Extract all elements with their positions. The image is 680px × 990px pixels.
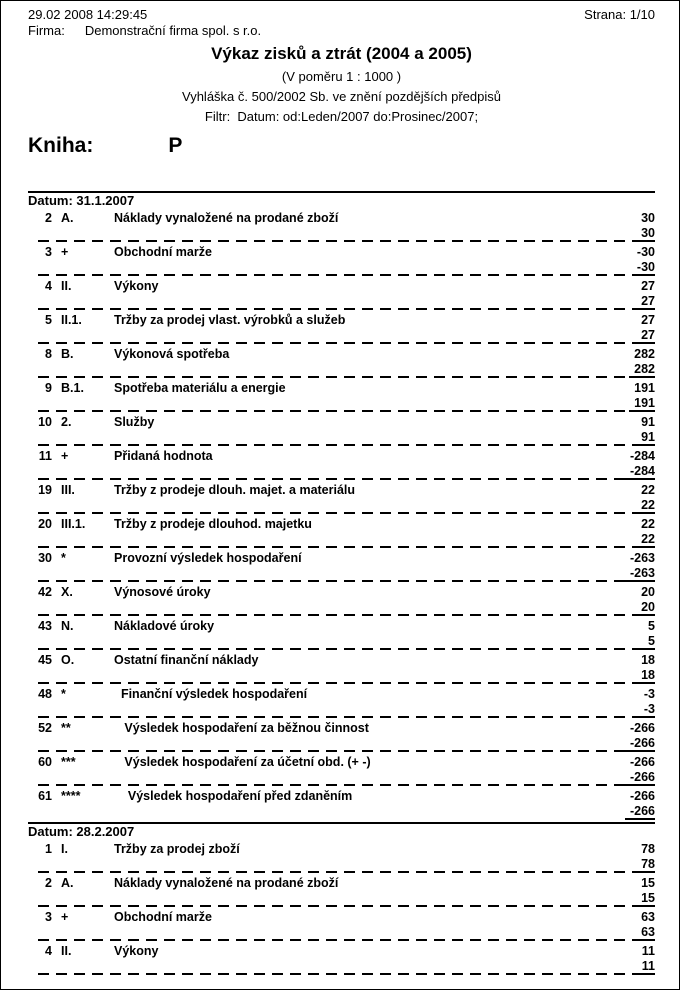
row-dashed-separator xyxy=(38,512,636,514)
table-row xyxy=(28,482,655,514)
row-label: Tržby z prodeje dlouh. majet. a materiálu xyxy=(114,483,356,497)
row-main-line xyxy=(28,943,655,959)
row-dashed-separator xyxy=(38,648,643,650)
row-code: *** xyxy=(61,755,76,769)
row-second-line xyxy=(28,702,655,718)
table-row xyxy=(28,312,655,344)
row-code: * xyxy=(61,687,66,701)
row-number: 19 xyxy=(38,483,52,497)
row-main-line xyxy=(28,841,655,857)
row-number: 20 xyxy=(38,517,52,531)
row-dashed-separator xyxy=(38,973,637,975)
row-number: 4 xyxy=(45,279,52,293)
row-value-year1: -266 xyxy=(629,789,655,803)
row-code: + xyxy=(61,245,69,259)
section-rows xyxy=(28,210,655,820)
table-row xyxy=(28,943,655,975)
row-number: 2 xyxy=(45,211,52,225)
row-second-line xyxy=(28,736,655,752)
row-second-line xyxy=(28,668,655,684)
row-code: A. xyxy=(61,876,74,890)
row-value-year1: -3 xyxy=(643,687,655,701)
row-value-year1: -284 xyxy=(629,449,655,463)
row-code: + xyxy=(61,910,69,924)
row-second-line xyxy=(28,857,655,873)
table-row xyxy=(28,686,655,718)
table-row xyxy=(28,841,655,873)
table-row xyxy=(28,754,655,786)
row-number: 11 xyxy=(38,449,52,463)
row-dashed-separator xyxy=(38,478,625,480)
row-value-year2: 18 xyxy=(636,668,655,684)
row-dashed-separator xyxy=(38,410,629,412)
row-code: A. xyxy=(61,211,74,225)
row-label: Přidaná hodnota xyxy=(114,449,213,463)
row-value-year2: -266 xyxy=(625,736,655,752)
row-label: Výkonová spotřeba xyxy=(114,347,230,361)
row-second-line xyxy=(28,600,655,616)
row-value-year2: 78 xyxy=(636,857,655,873)
row-value-year2: -284 xyxy=(625,464,655,480)
row-code: N. xyxy=(61,619,74,633)
row-value-year1: 91 xyxy=(641,415,655,429)
row-main-line xyxy=(28,244,655,260)
firma-value: Demonstrační firma spol. s r.o. xyxy=(84,23,262,38)
kniha-value: P xyxy=(168,134,183,157)
row-label: Obchodní marže xyxy=(114,245,212,259)
row-main-line xyxy=(28,346,655,362)
row-code: B.1. xyxy=(61,381,84,395)
row-value-year2: 20 xyxy=(636,600,655,616)
table-row xyxy=(28,380,655,412)
row-value-year2: 5 xyxy=(643,634,655,650)
row-second-line xyxy=(28,804,655,820)
row-code: X. xyxy=(61,585,73,599)
row-label: Nákladové úroky xyxy=(114,619,215,633)
section-rows xyxy=(28,841,655,975)
row-number: 48 xyxy=(38,687,52,701)
row-value-year1: 63 xyxy=(641,910,655,924)
row-number: 10 xyxy=(38,415,52,429)
row-second-line xyxy=(28,362,655,378)
row-label: Výsledek hospodaření před zdaněním xyxy=(114,789,353,803)
row-main-line xyxy=(28,652,655,668)
row-number: 3 xyxy=(45,245,52,259)
table-row xyxy=(28,448,655,480)
row-code: ** xyxy=(61,721,71,735)
row-label: Služby xyxy=(114,415,155,429)
report-title: Výkaz zisků a ztrát (2004 a 2005) xyxy=(211,44,472,63)
row-code: + xyxy=(61,449,69,463)
row-label: Výnosové úroky xyxy=(114,585,211,599)
firma-label: Firma: xyxy=(28,23,65,38)
row-dashed-separator xyxy=(38,716,639,718)
section-date: Datum: 28.2.2007 xyxy=(28,824,135,839)
row-dashed-separator xyxy=(38,614,636,616)
row-second-line xyxy=(28,891,655,907)
row-value-year1: 191 xyxy=(634,381,655,395)
row-number: 2 xyxy=(45,876,52,890)
row-code: B. xyxy=(61,347,74,361)
row-value-year2: -30 xyxy=(632,260,655,276)
row-label: Náklady vynaložené na prodané zboží xyxy=(114,876,339,890)
row-dashed-separator xyxy=(38,750,625,752)
row-value-year1: 78 xyxy=(641,842,655,856)
firma-line xyxy=(28,23,655,39)
row-main-line xyxy=(28,788,655,804)
table-row xyxy=(28,346,655,378)
row-main-line xyxy=(28,618,655,634)
row-dashed-separator xyxy=(38,905,636,907)
row-label: Výkony xyxy=(114,944,159,958)
row-label: Výkony xyxy=(114,279,159,293)
row-number: 43 xyxy=(38,619,52,633)
table-row xyxy=(28,278,655,310)
row-dashed-separator xyxy=(38,580,625,582)
row-dashed-separator xyxy=(38,818,625,820)
row-value-year1: 27 xyxy=(641,313,655,327)
row-value-year1: 15 xyxy=(641,876,655,890)
table-row xyxy=(28,720,655,752)
row-second-line xyxy=(28,328,655,344)
row-second-line xyxy=(28,770,655,786)
row-dashed-separator xyxy=(38,546,636,548)
row-value-year2: -3 xyxy=(639,702,655,718)
row-main-line xyxy=(28,550,655,566)
row-label: Tržby z prodeje dlouhod. majetku xyxy=(114,517,312,531)
row-code: III. xyxy=(61,483,75,497)
row-value-year2: 27 xyxy=(636,328,655,344)
row-main-line xyxy=(28,414,655,430)
row-label: Tržby za prodej zboží xyxy=(114,842,240,856)
row-number: 8 xyxy=(45,347,52,361)
table-row xyxy=(28,550,655,582)
row-dashed-separator xyxy=(38,240,636,242)
row-value-year2: 191 xyxy=(629,396,655,412)
row-main-line xyxy=(28,448,655,464)
table-row xyxy=(28,584,655,616)
row-value-year1: 5 xyxy=(648,619,655,633)
row-main-line xyxy=(28,875,655,891)
row-value-year1: 22 xyxy=(641,517,655,531)
row-main-line xyxy=(28,909,655,925)
row-value-year1: -263 xyxy=(629,551,655,565)
row-value-year2: 11 xyxy=(637,959,655,975)
row-number: 45 xyxy=(38,653,52,667)
row-main-line xyxy=(28,482,655,498)
row-value-year1: -30 xyxy=(636,245,655,259)
row-label: Tržby za prodej vlast. výrobků a služeb xyxy=(114,313,346,327)
row-code: III.1. xyxy=(61,517,86,531)
row-value-year2: 282 xyxy=(629,362,655,378)
row-second-line xyxy=(28,464,655,480)
table-row xyxy=(28,414,655,446)
row-code: * xyxy=(61,551,66,565)
row-second-line xyxy=(28,959,655,975)
ratio-note: (V poměru 1 : 1000 ) xyxy=(281,69,402,84)
report-body xyxy=(28,191,655,975)
table-row xyxy=(28,210,655,242)
row-code: II. xyxy=(61,279,72,293)
date-section xyxy=(28,191,655,820)
row-main-line xyxy=(28,754,655,770)
row-number: 52 xyxy=(38,721,52,735)
row-dashed-separator xyxy=(38,308,636,310)
row-value-year1: -266 xyxy=(629,755,655,769)
row-value-year1: 27 xyxy=(641,279,655,293)
row-value-year2: 22 xyxy=(636,532,655,548)
kniha-label: Kniha: xyxy=(28,134,94,157)
row-value-year1: 22 xyxy=(641,483,655,497)
row-second-line xyxy=(28,532,655,548)
section-date: Datum: 31.1.2007 xyxy=(28,193,135,208)
row-number: 60 xyxy=(38,755,52,769)
page-number: Strana: 1/10 xyxy=(584,7,655,22)
row-number: 3 xyxy=(45,910,52,924)
table-row xyxy=(28,909,655,941)
row-main-line xyxy=(28,312,655,328)
row-label: Provozní výsledek hospodaření xyxy=(114,551,302,565)
table-row xyxy=(28,788,655,820)
row-code: I. xyxy=(61,842,68,856)
row-code: 2. xyxy=(61,415,72,429)
row-label: Obchodní marže xyxy=(114,910,212,924)
row-second-line xyxy=(28,260,655,276)
row-dashed-separator xyxy=(38,274,632,276)
row-value-year2: -263 xyxy=(625,566,655,582)
row-dashed-separator xyxy=(38,939,636,941)
row-second-line xyxy=(28,430,655,446)
row-second-line xyxy=(28,925,655,941)
row-second-line xyxy=(28,226,655,242)
regulation-note: Vyhláška č. 500/2002 Sb. ve znění pozdějších předpisů xyxy=(182,89,501,104)
row-main-line xyxy=(28,720,655,736)
row-value-year1: -266 xyxy=(629,721,655,735)
row-value-year2: -266 xyxy=(625,804,655,820)
row-main-line xyxy=(28,686,655,702)
row-dashed-separator xyxy=(38,682,636,684)
row-dashed-separator xyxy=(38,376,629,378)
row-main-line xyxy=(28,584,655,600)
row-code: II. xyxy=(61,944,72,958)
row-second-line xyxy=(28,498,655,514)
row-second-line xyxy=(28,294,655,310)
table-row xyxy=(28,618,655,650)
table-row xyxy=(28,516,655,548)
table-row xyxy=(28,875,655,907)
row-value-year2: 91 xyxy=(636,430,655,446)
row-number: 4 xyxy=(45,944,52,958)
row-number: 61 xyxy=(38,789,52,803)
row-code: II.1. xyxy=(61,313,82,327)
table-row xyxy=(28,244,655,276)
print-datetime: 29.02 2008 14:29:45 xyxy=(28,7,148,22)
row-number: 5 xyxy=(45,313,52,327)
row-label: Ostatní finanční náklady xyxy=(114,653,259,667)
row-second-line xyxy=(28,566,655,582)
row-dashed-separator xyxy=(38,784,625,786)
row-value-year1: 30 xyxy=(641,211,655,225)
row-value-year2: 22 xyxy=(636,498,655,514)
row-value-year1: 18 xyxy=(641,653,655,667)
row-label: Výsledek hospodaření za účetní obd. (+ -) xyxy=(114,755,371,769)
row-value-year2: -266 xyxy=(625,770,655,786)
row-value-year2: 15 xyxy=(636,891,655,907)
row-value-year2: 63 xyxy=(636,925,655,941)
row-label: Náklady vynaložené na prodané zboží xyxy=(114,211,339,225)
row-main-line xyxy=(28,210,655,226)
kniha-line xyxy=(28,134,655,158)
row-main-line xyxy=(28,278,655,294)
row-value-year2: 27 xyxy=(636,294,655,310)
row-label: Výsledek hospodaření za běžnou činnost xyxy=(114,721,369,735)
row-value-year1: 11 xyxy=(641,944,655,958)
filter-note: Filtr: Datum: od:Leden/2007 do:Prosinec/2007; xyxy=(204,109,479,124)
row-label: Spotřeba materiálu a energie xyxy=(114,381,286,395)
row-value-year1: 282 xyxy=(634,347,655,361)
row-dashed-separator xyxy=(38,342,636,344)
row-dashed-separator xyxy=(38,871,636,873)
header-top-line xyxy=(28,7,655,23)
row-second-line xyxy=(28,634,655,650)
row-main-line xyxy=(28,516,655,532)
row-number: 9 xyxy=(45,381,52,395)
row-value-year2: 30 xyxy=(636,226,655,242)
table-row xyxy=(28,652,655,684)
row-code: **** xyxy=(61,789,81,803)
row-number: 42 xyxy=(38,585,52,599)
row-main-line xyxy=(28,380,655,396)
row-value-year1: 20 xyxy=(641,585,655,599)
row-code: O. xyxy=(61,653,75,667)
date-section xyxy=(28,822,655,975)
row-number: 30 xyxy=(38,551,52,565)
row-dashed-separator xyxy=(38,444,636,446)
row-second-line xyxy=(28,396,655,412)
row-number: 1 xyxy=(45,842,52,856)
row-label: Finanční výsledek hospodaření xyxy=(114,687,308,701)
